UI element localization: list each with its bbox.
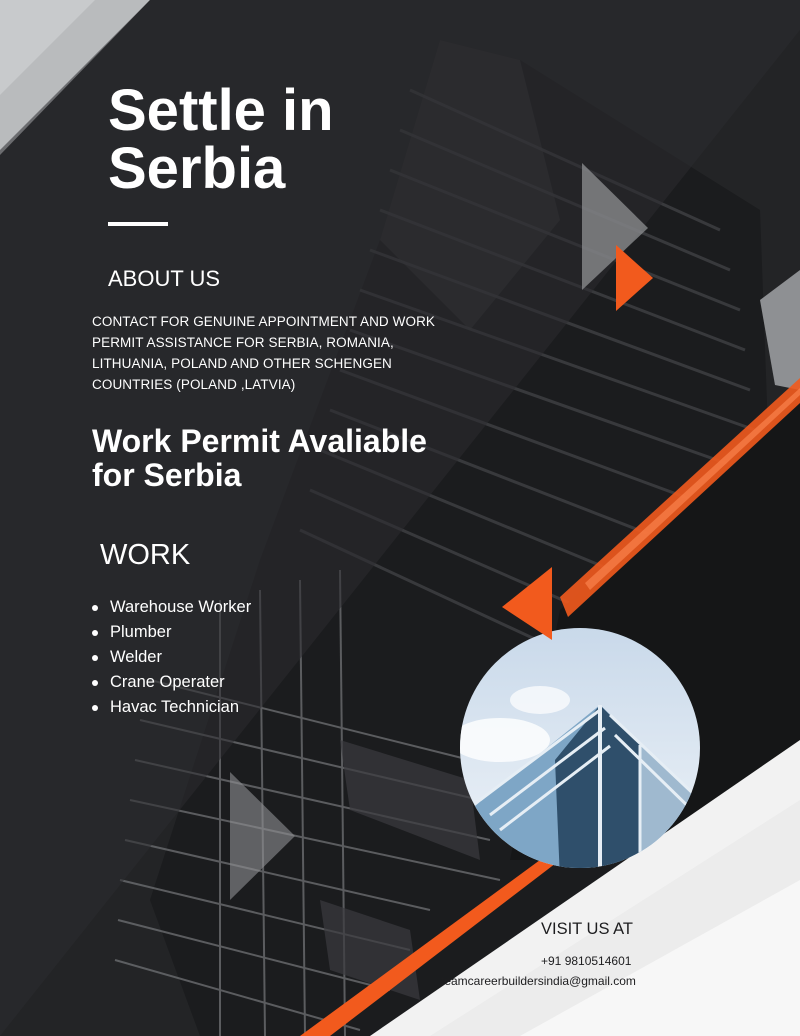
visit-heading: VISIT US AT: [541, 920, 633, 938]
page-title: Settle in Serbia: [108, 78, 334, 201]
email-address[interactable]: teamcareerbuildersindia@gmail.com: [441, 974, 636, 988]
list-item: [92, 645, 251, 670]
work-permit-title: Work Permit Avaliable for Serbia: [92, 423, 427, 493]
phone-number[interactable]: +91 9810514601: [541, 954, 632, 968]
bullet-icon: [92, 705, 98, 711]
list-item: [92, 695, 251, 720]
bullet-icon: [92, 680, 98, 686]
list-item-label: Havac Technician: [110, 698, 240, 716]
bullet-icon: [92, 630, 98, 636]
bullet-icon: [92, 655, 98, 661]
title-underline: [108, 222, 168, 226]
work-list: [92, 595, 251, 720]
bullet-icon: [92, 605, 98, 611]
list-item: [92, 620, 251, 645]
list-item-label: Warehouse Worker: [110, 598, 252, 616]
list-item-label: Crane Operater: [110, 673, 225, 691]
list-item: [92, 670, 251, 695]
about-heading: ABOUT US: [108, 266, 221, 291]
list-item: [92, 595, 251, 620]
work-heading: WORK: [100, 539, 191, 571]
list-item-label: Welder: [110, 648, 162, 666]
list-item-label: Plumber: [110, 623, 172, 641]
about-body: CONTACT FOR GENUINE APPOINTMENT AND WORK PERMIT ASSISTANCE FOR SERBIA, ROMANIA, LITHUANIA, POLAND AND OTHER SCHENGEN COUNTRIES (POLAND ,LATVIA): [92, 314, 436, 392]
